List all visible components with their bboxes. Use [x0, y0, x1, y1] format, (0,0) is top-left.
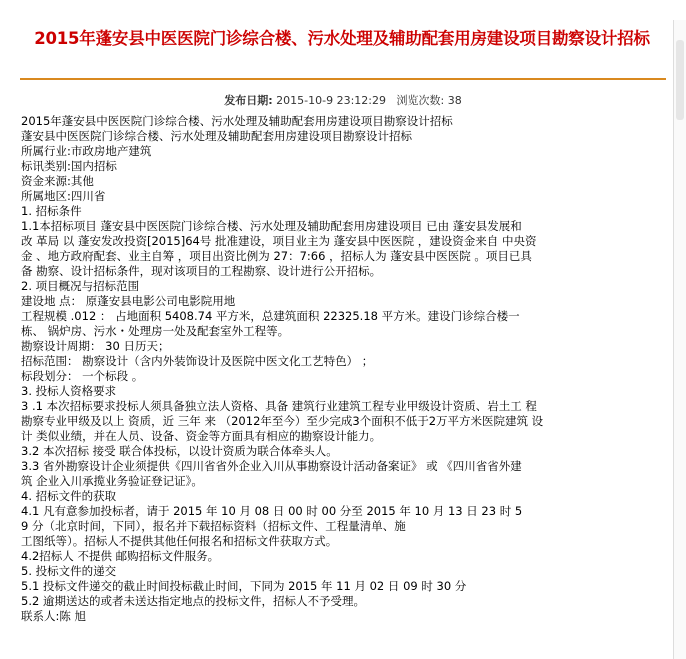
- body-line: 3.2 本次招标 接受 联合体投标，以设计资质为联合体牵头人。: [21, 444, 338, 458]
- body-line: 所属地区:四川省: [21, 189, 106, 203]
- body-line: 工图纸等）。招标人不提供其他任何报名和招标文件获取方式。: [21, 534, 338, 548]
- body-line: 5.1 投标文件递交的截止时间投标截止时间，下同为 2015 年 11 月 02 日 09 时 30 分: [21, 579, 467, 593]
- body-line: 招标范围： 勘察设计（含内外装饰设计及医院中医文化工艺特色） ；: [21, 354, 374, 368]
- view-count-value: 38: [447, 94, 462, 107]
- body-line: 标讯类别:国内招标: [21, 159, 117, 173]
- body-line: 工程规模 .012 ： 占地面积 5408.74 平方米，总建筑面积 22325.18 平方米。建设门诊综合楼一: [21, 309, 520, 323]
- body-line: 筑 企业入川承揽业务验证登记证》。: [21, 474, 203, 488]
- body-line: 建设地 点： 原蓬安县电影公司电影院用地: [21, 294, 236, 308]
- body-line: 2015年蓬安县中医医院门诊综合楼、污水处理及辅助配套用房建设项目勘察设计招标: [21, 114, 453, 128]
- body-line: 蓬安县中医医院门诊综合楼、污水处理及辅助配套用房建设项目勘察设计招标: [21, 129, 412, 143]
- publish-date-value: 2015-10-9 23:12:29: [276, 94, 386, 107]
- body-line: 改 革局 以 蓬安发改投资[2015]64号 批准建设，项目业主为 蓬安县中医医院 ，建设资金来自 中央资: [21, 234, 537, 248]
- body-line: 4. 招标文件的获取: [21, 489, 117, 503]
- body-line: 5. 投标文件的递交: [21, 564, 117, 578]
- body-line: 1. 招标条件: [21, 204, 82, 218]
- body-line: 2. 项目概况与招标范围: [21, 279, 140, 293]
- body-line: 4.1 凡有意参加投标者，请于 2015 年 10 月 08 日 00 时 00 分至 2015 年 10 月 13 日 23 时 5: [21, 504, 523, 518]
- body-line: 计 类似业绩，并在人员、设备、资金等方面具有相应的勘察设计能力。: [21, 429, 382, 443]
- vertical-scrollbar[interactable]: [673, 20, 686, 659]
- body-line: 勘察设计周期： 30 日历天；: [21, 339, 170, 353]
- body-line: 联系人:陈 旭: [21, 609, 87, 623]
- title-divider: [20, 78, 666, 80]
- article-body: [21, 114, 671, 624]
- body-line: 备 勘察、设计招标条件，现对该项目的工程勘察、设计进行公开招标。: [21, 264, 382, 278]
- scrollbar-thumb[interactable]: [676, 40, 684, 120]
- body-line: 4.2招标人 不提供 邮购招标文件服务。: [21, 549, 220, 563]
- view-count-label: 浏览次数:: [396, 94, 445, 107]
- body-line: 3. 投标人资格要求: [21, 384, 117, 398]
- body-line: 3 .1 本次招标要求投标人须具备独立法人资格、具备 建筑行业建筑工程专业甲级设计资质、岩土工 程: [21, 399, 537, 413]
- body-line: 金 、地方政府配套、业主自筹 ，项目出资比例为 27：7:66 ，招标人为 蓬安县中医医院 。项目已具: [21, 249, 532, 263]
- body-line: 1.1本招标项目 蓬安县中医医院门诊综合楼、污水处理及辅助配套用房建设项目 已由 蓬安县发展和: [21, 219, 522, 233]
- body-line: 标段划分： 一个标段 。: [21, 369, 144, 383]
- publish-date-label: 发布日期:: [224, 94, 273, 107]
- body-line: 9 分（北京时间，下同），报名并下载招标资料（招标文件、工程量清单、施: [21, 519, 406, 533]
- body-line: 所属行业:市政房地产建筑: [21, 144, 152, 158]
- body-line: 3.3 省外勘察设计企业须提供《四川省省外企业入川从事勘察设计活动备案证》 或 《四川省省外建: [21, 459, 522, 473]
- body-line: 5.2 逾期送达的或者未送达指定地点的投标文件，招标人不予受理。: [21, 594, 365, 608]
- page-title: 2015年蓬安县中医医院门诊综合楼、污水处理及辅助配套用房建设项目勘察设计招标: [34, 29, 650, 48]
- body-line: 勘察专业甲级及以上 资质，近 三年 来 （2012年至今）至少完成3个面积不低于2万平方米医院建筑 设: [21, 414, 544, 428]
- publish-meta: [0, 94, 686, 108]
- body-line: 资金来源:其他: [21, 174, 94, 188]
- body-line: 栋、 锅炉房、污水・处理房一处及配套室外工程等。: [21, 324, 290, 338]
